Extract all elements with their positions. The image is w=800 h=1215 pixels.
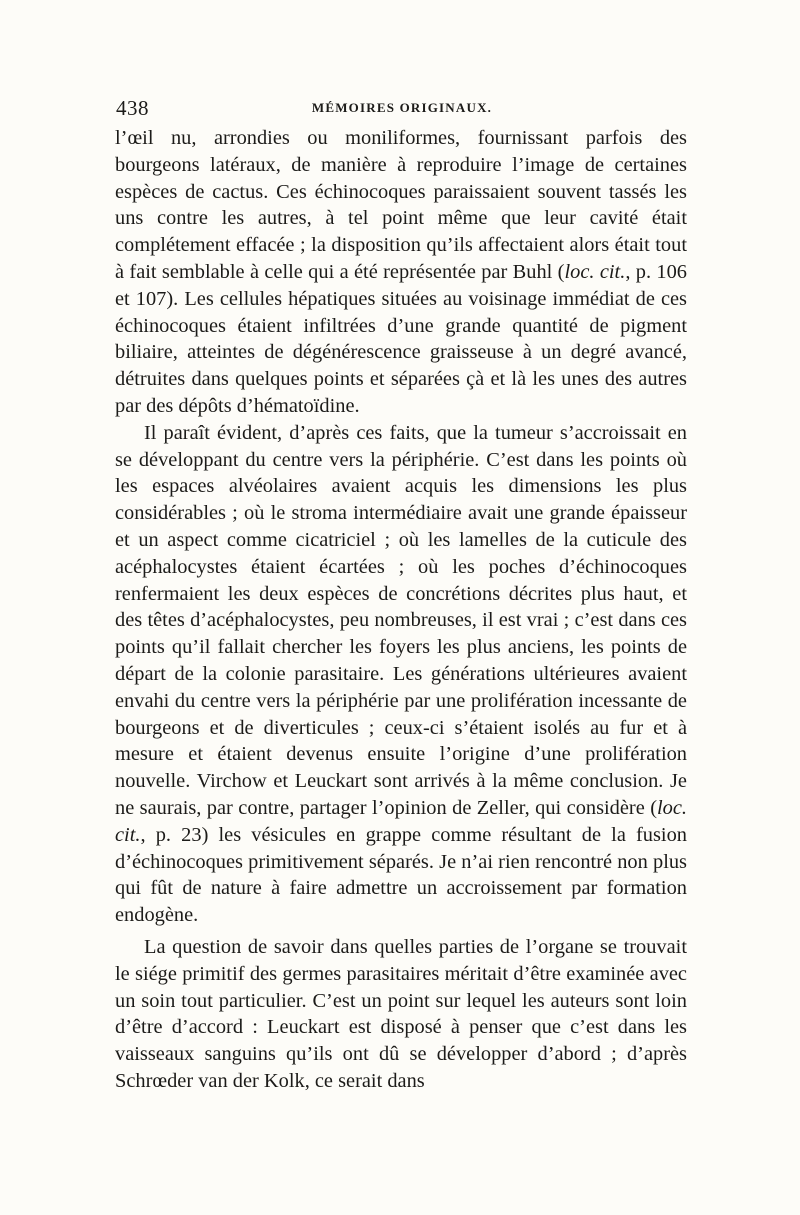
citation-italic: loc. cit. [564,260,626,283]
page-number: 438 [116,96,149,120]
paragraph-2 [115,420,687,929]
text-run: l’œil nu, arrondies ou moniliformes, fournissant parfois des bourgeons latéraux, de manière à reproduire l’image de certaines espèces de cactus. Ces échinocoques paraissaient souvent tassés les uns contre les autres, à tel point même que leur cavité était complétement effacée ; la disposition qu’ils affectaient alors était tout à fait semblable à celle qui a été représentée par Buhl ( [115,127,687,283]
paragraph-1 [115,125,687,420]
paragraph-3 [115,934,687,1095]
running-head: MÉMOIRES ORIGINAUX. [311,100,493,115]
page-header [112,96,692,120]
citation-italic: loc. cit. [115,796,687,846]
text-run: , p. 23) les vésicules en grappe comme résultant de la fusion d’échinocoques primitivement séparés. Je n’ai rien rencontré non plus qui fût de nature à faire admettre un accroissement par formation endogène. [115,823,687,927]
text-run: La question de savoir dans quelles parties de l’organe se trouvait le siége primitif des germes parasitaires méritait d’être examinée avec un soin tout particulier. C’est un point sur lequel les auteurs sont loin d’être d’accord : Leuckart est disposé à penser que c’est dans les vaisseaux sanguins qu’ils ont dû se développer d’abord ; d’après Schrœder van der Kolk, ce serait dans [115,935,687,1092]
body-text [115,125,687,1095]
text-run: Il paraît évident, d’après ces faits, que la tumeur s’accroissait en se développant du centre vers la périphérie. C’est dans les points où les espaces alvéolaires avaient acquis les dimensions les plus considérables ; où le stroma intermédiaire avait une grande épaisseur et un aspect comme cicatriciel ; où les lamelles de la cuticule des acéphalocystes étaient écartées ; où les poches d’échinocoques renfermaient les deux espèces de concrétions décrites plus haut, et des têtes d’acéphalocystes, peu nombreuses, il est vrai ; c’est dans ces points qu’il fallait chercher les foyers les plus anciens, les points de départ de la colonie parasitaire. Les générations ultérieures avaient envahi du centre vers la périphérie par une prolifération incessante de bourgeons et de diverticules ; ceux-ci s’étaient isolés au fur et à mesure et étaient devenus ensuite l’origine d’une prolifération nouvelle. Virchow et Leuckart sont arrivés à la même conclusion. Je ne saurais, par contre, partager l’opinion de Zeller, qui considère ( [115,421,687,819]
text-run: , p. 106 et 107). Les cellules hépatiques situées au voisinage immédiat de ces échinocoques étaient infiltrées d’une grande quantité de pigment biliaire, atteintes de dégénérescence graisseuse à un degré avancé, détruites dans quelques points et séparées çà et là les unes des autres par des dépôts d’hématoïdine. [115,260,687,417]
